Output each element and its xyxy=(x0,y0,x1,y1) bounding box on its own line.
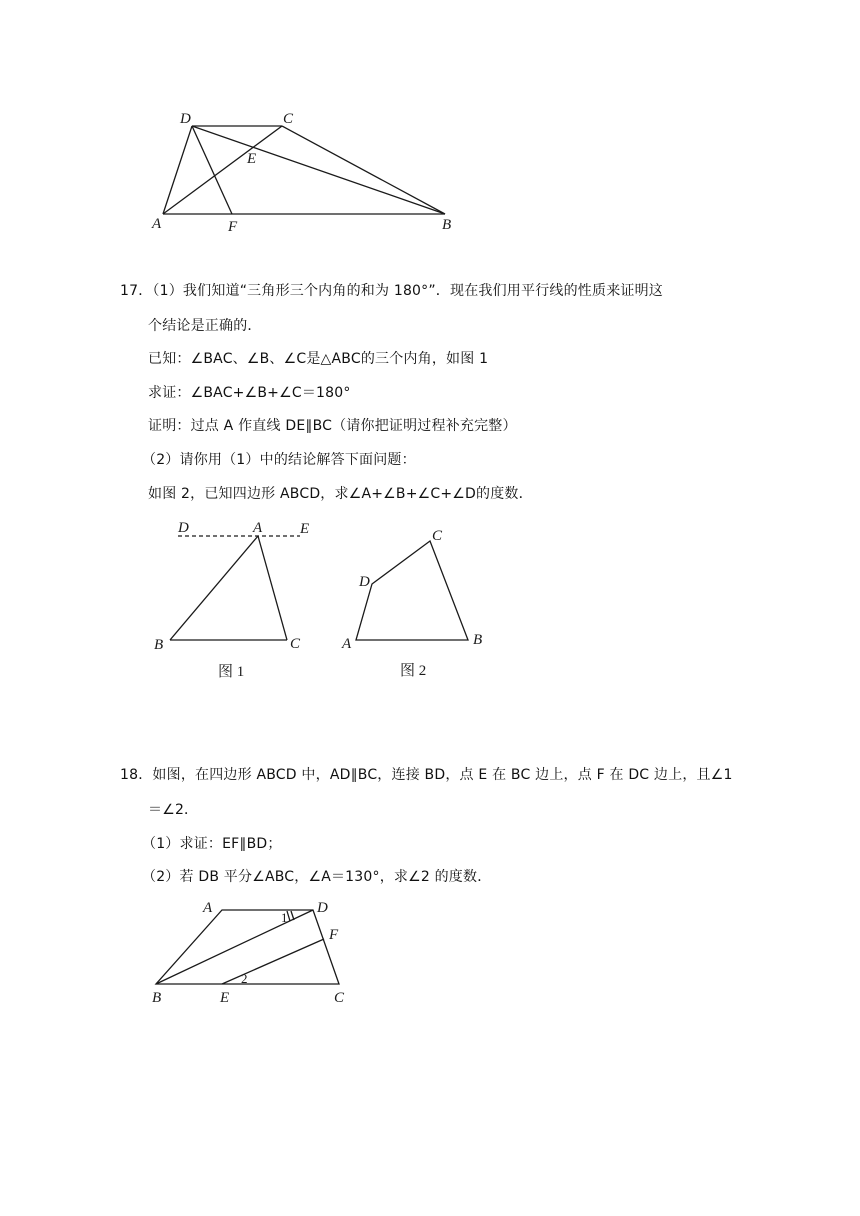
figure-q18-trapezoid xyxy=(145,895,365,1010)
q17-prove-text: ∠BAC+∠B+∠C＝180° xyxy=(190,385,351,401)
q17-given xyxy=(148,349,488,369)
q17-proof xyxy=(148,416,517,436)
q17-given-prefix: 已知： xyxy=(148,351,191,367)
figure-2-caption: 图 2 xyxy=(400,663,427,679)
segment-AC xyxy=(163,126,282,214)
q17-given-text: ∠BAC、∠B、∠C是△ABC的三个内角，如图 1 xyxy=(190,351,489,367)
q17-part2: （2）请你用（1）中的结论解答下面问题： xyxy=(142,452,416,468)
figure-1-caption: 图 1 xyxy=(218,664,245,680)
q18-line1-text: 如图，在四边形 ABCD 中，AD∥BC，连接 BD，点 E 在 BC 边上，点 F 在 DC 边上，且∠1 xyxy=(152,767,733,783)
label-B: B xyxy=(473,632,483,648)
label-C: C xyxy=(283,111,294,127)
q17-prove-prefix: 求证： xyxy=(148,385,191,401)
label-C: C xyxy=(290,636,301,652)
figure-1-triangle xyxy=(150,518,320,683)
q18-line2: ＝∠2． xyxy=(148,802,199,818)
quadrilateral-ABCD xyxy=(356,541,468,640)
label-B: B xyxy=(442,217,452,233)
q17-number: 17． xyxy=(120,283,153,299)
q17-proof-text: 过点 A 作直线 DE∥BC（请你把证明过程补充完整） xyxy=(190,418,517,434)
label-angle-2: 2 xyxy=(241,971,248,986)
label-B: B xyxy=(152,990,162,1006)
label-angle-1: 1 xyxy=(281,910,288,925)
q17-part2-text: 如图 2，已知四边形 ABCD，求∠A+∠B+∠C+∠D的度数． xyxy=(148,486,533,502)
segment-AD xyxy=(163,126,192,214)
q18-number: 18． xyxy=(120,767,153,783)
label-A: A xyxy=(342,636,352,652)
label-A: A xyxy=(203,900,213,916)
q17-prove xyxy=(148,383,351,403)
q18-sub1: （1）求证：EF∥BD； xyxy=(142,836,282,852)
segment-CB xyxy=(282,126,445,214)
triangle-side-AB xyxy=(170,536,258,640)
label-D: D xyxy=(317,900,328,916)
label-F: F xyxy=(329,927,339,943)
q17-proof-prefix: 证明： xyxy=(148,418,191,434)
figure-2-quadrilateral xyxy=(335,520,495,685)
label-C: C xyxy=(334,990,345,1006)
label-F: F xyxy=(228,219,238,235)
label-D: D xyxy=(180,111,191,127)
segment-DB xyxy=(192,126,445,214)
label-E: E xyxy=(247,151,257,167)
segment-DF xyxy=(192,126,232,214)
label-C: C xyxy=(432,528,443,544)
label-D: D xyxy=(359,574,370,590)
label-A: A xyxy=(253,520,263,536)
q17-line1 xyxy=(120,281,663,301)
q18-line1 xyxy=(120,765,733,785)
angle-1-tick-b xyxy=(291,911,294,920)
label-B: B xyxy=(154,637,164,653)
figure-quadrilateral-top xyxy=(140,105,480,245)
triangle-side-AC xyxy=(258,536,287,640)
label-E: E xyxy=(220,990,230,1006)
label-E: E xyxy=(300,521,310,537)
q18-sub2: （2）若 DB 平分∠ABC，∠A＝130°，求∠2 的度数． xyxy=(142,869,492,885)
label-A: A xyxy=(152,216,162,232)
q17-part1-a: （1）我们知道“三角形三个内角的和为 180°”．现在我们用平行线的性质来证明这 xyxy=(152,283,664,299)
q17-part1-b: 个结论是正确的． xyxy=(148,318,262,334)
label-D: D xyxy=(178,520,189,536)
